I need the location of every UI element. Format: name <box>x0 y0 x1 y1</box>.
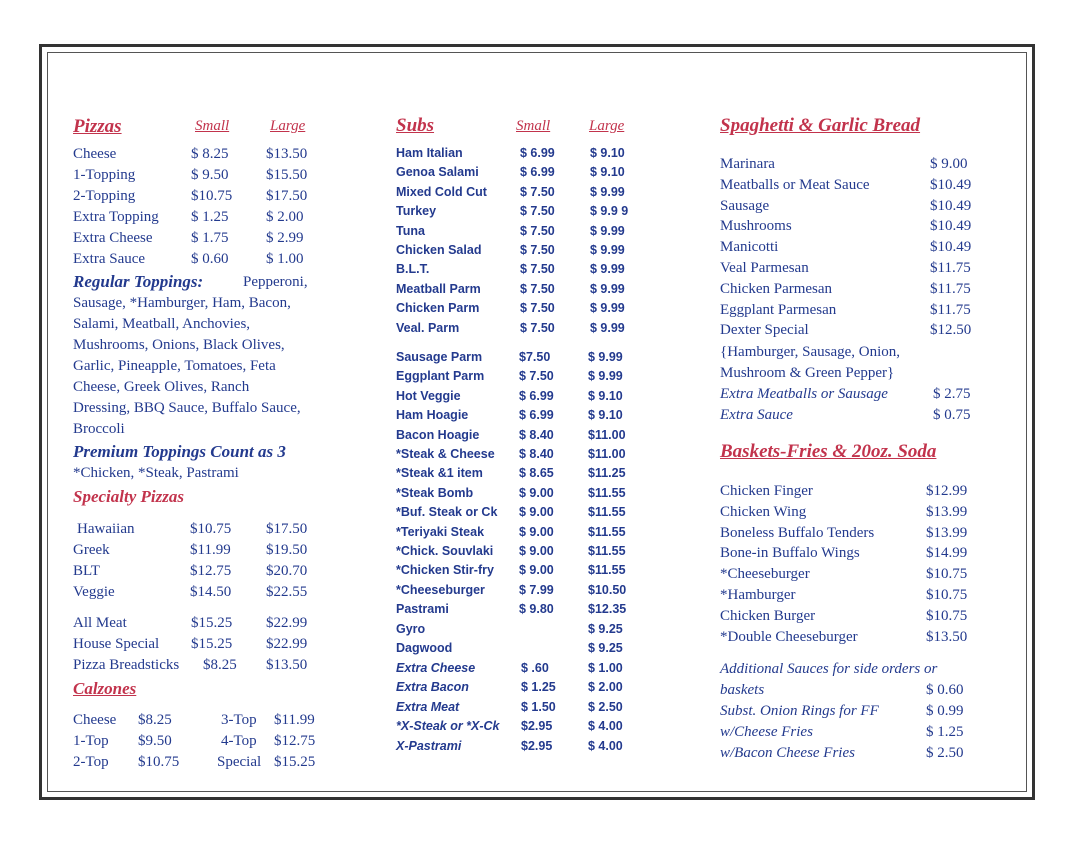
basket-extra-name: Subst. Onion Rings for FF <box>720 703 879 719</box>
sub-item-name: Sausage Parm <box>396 350 483 364</box>
sub-item-large-price: $11.55 <box>588 505 626 520</box>
specialty-item-name: BLT <box>73 563 100 579</box>
sub-extra-large-price: $ 4.00 <box>588 719 623 734</box>
topping-line: Salami, Meatball, Anchovies, <box>73 316 251 332</box>
sub-item-large-price: $ 9.10 <box>588 408 623 423</box>
spaghetti-title: Spaghetti & Garlic Bread <box>720 115 921 136</box>
spaghetti-item-price: $10.49 <box>930 197 972 214</box>
sub-item-large-price: $ 9.99 <box>590 262 625 277</box>
spaghetti-item-price: $11.75 <box>930 260 971 276</box>
pizza-item-name: Extra Cheese <box>73 230 153 246</box>
spaghetti-item-name: Sausage <box>720 197 770 214</box>
sub-item-name: Genoa Salami <box>396 165 479 180</box>
pizza-item-small-price: $ 0.60 <box>191 251 229 267</box>
sub-item-name: B.L.T. <box>396 262 430 277</box>
calzone-item-price: $11.99 <box>274 712 315 728</box>
dexter-special-desc-1: {Hamburger, Sausage, Onion, <box>720 344 901 360</box>
specialty-item-small-price: $15.25 <box>191 615 233 631</box>
specialty-item-small-price: $12.75 <box>190 563 232 579</box>
sub-item-small-price: $ 7.50 <box>519 369 554 384</box>
spaghetti-item-price: $10.49 <box>930 218 972 235</box>
pizza-item-small-price: $10.75 <box>191 188 233 204</box>
sub-item-small-price: $ 7.50 <box>520 262 555 277</box>
pizza-item-large-price: $ 1.00 <box>266 251 304 267</box>
sub-item-large-price: $11.25 <box>588 466 626 481</box>
pizzas-large-header: Large <box>270 118 306 134</box>
sub-item-small-price: $ 7.50 <box>520 184 555 199</box>
sub-item-name: Eggplant Parm <box>396 369 485 384</box>
pizza-item-name: 1-Topping <box>73 167 136 183</box>
basket-extra-name: w/Cheese Fries <box>720 724 813 740</box>
calzone-item-price: $12.75 <box>274 733 316 749</box>
sub-extra-name: Extra Bacon <box>396 680 469 695</box>
basket-item-price: $12.99 <box>926 483 968 499</box>
sub-item-large-price: $ 9.10 <box>588 388 623 403</box>
specialty-pizzas-title: Specialty Pizzas <box>73 487 184 506</box>
specialty-item-large-price: $17.50 <box>266 521 308 537</box>
basket-item-name: *Double Cheeseburger <box>720 628 858 645</box>
calzone-item-price: $9.50 <box>138 733 172 749</box>
sub-extra-large-price: $ 1.00 <box>588 661 623 675</box>
sub-item-name: *Steak Bomb <box>396 485 474 500</box>
sub-extra-small-price: $2.95 <box>521 719 553 734</box>
spaghetti-extra-name: Extra Sauce <box>720 407 793 423</box>
basket-item-price: $10.75 <box>926 587 968 603</box>
spaghetti-extra-price: $ 0.75 <box>933 407 971 423</box>
sub-item-large-price: $11.55 <box>588 544 626 558</box>
sub-extra-large-price: $ 4.00 <box>588 738 623 753</box>
sub-item-name: *Steak & Cheese <box>396 447 495 461</box>
sub-item-name: Ham Hoagie <box>396 408 469 423</box>
sub-item-small-price: $ 9.00 <box>519 524 554 539</box>
sub-item-large-price: $ 9.99 <box>590 243 625 257</box>
baskets-title: Baskets-Fries & 20oz. Soda <box>720 441 937 462</box>
pizza-item-large-price: $ 2.00 <box>266 209 304 225</box>
pizza-item-small-price: $ 1.75 <box>191 230 229 246</box>
sub-item-large-price: $12.35 <box>588 602 627 617</box>
sub-item-name: Chicken Parm <box>396 301 480 316</box>
topping-line: Dressing, BBQ Sauce, Buffalo Sauce, <box>73 400 301 416</box>
sub-item-small-price: $ 7.99 <box>519 582 554 597</box>
sub-item-small-price: $ 7.50 <box>520 301 555 316</box>
spaghetti-item-price: $11.75 <box>930 280 971 297</box>
calzone-item-name: Cheese <box>73 712 117 728</box>
sub-item-name: Ham Italian <box>396 146 463 160</box>
sub-item-name: *Steak &1 item <box>396 466 483 481</box>
sub-item-name: Pastrami <box>396 602 449 617</box>
specialty-item-name: Pizza Breadsticks <box>73 657 180 673</box>
specialty-item-large-price: $13.50 <box>266 657 308 673</box>
spaghetti-item-name: Mushrooms <box>720 218 792 235</box>
pizza-item-large-price: $13.50 <box>266 146 308 162</box>
calzone-item-name: 4-Top <box>221 733 257 749</box>
calzone-item-price: $15.25 <box>274 754 316 770</box>
sub-item-name: Turkey <box>396 204 437 219</box>
calzone-item-name: 1-Top <box>73 733 109 749</box>
basket-item-price: $13.50 <box>926 628 968 645</box>
specialty-item-small-price: $8.25 <box>203 657 237 673</box>
sub-item-small-price: $ 9.00 <box>519 505 554 520</box>
specialty-item-name: All Meat <box>73 615 127 631</box>
specialty-item-large-price: $20.70 <box>266 563 308 579</box>
sub-item-large-price: $ 9.10 <box>590 165 625 180</box>
sub-item-name: *Cheeseburger <box>396 582 485 597</box>
specialty-item-name: Hawaiian <box>77 521 135 537</box>
spaghetti-item-name: Chicken Parmesan <box>720 280 833 297</box>
sub-item-large-price: $10.50 <box>588 582 627 597</box>
sub-extra-name: X-Pastrami <box>396 738 462 753</box>
sub-item-small-price: $ 8.40 <box>519 447 554 461</box>
basket-item-price: $13.99 <box>926 524 968 541</box>
spaghetti-item-name: Eggplant Parmesan <box>720 301 837 318</box>
sub-item-small-price: $ 6.99 <box>520 146 555 160</box>
calzone-item-name: 2-Top <box>73 754 109 770</box>
additional-sauces-line-1: Additional Sauces for side orders or <box>720 661 938 677</box>
calzone-item-name: Special <box>217 754 262 770</box>
sub-extra-large-price: $ 2.00 <box>588 680 623 695</box>
pizza-item-large-price: $15.50 <box>266 167 308 183</box>
subs-large-header: Large <box>589 118 625 134</box>
subs-title: Subs <box>396 115 435 136</box>
calzone-item-price: $8.25 <box>138 712 172 728</box>
pizzas-title: Pizzas <box>73 116 122 137</box>
sub-item-name: Tuna <box>396 223 425 238</box>
calzones-title: Calzones <box>73 679 137 698</box>
pizzas-small-header: Small <box>195 118 230 134</box>
specialty-item-small-price: $14.50 <box>190 584 232 600</box>
basket-item-name: Chicken Finger <box>720 483 813 499</box>
sub-item-small-price: $ 6.99 <box>519 408 554 423</box>
spaghetti-item-name: Meatballs or Meat Sauce <box>720 176 870 193</box>
specialty-item-large-price: $22.55 <box>266 584 308 600</box>
premium-toppings-label: Premium Toppings Count as 3 <box>73 442 286 461</box>
basket-item-name: *Hamburger <box>720 587 796 603</box>
pizza-item-name: Cheese <box>73 146 117 162</box>
spaghetti-item-name: Veal Parmesan <box>720 260 809 276</box>
basket-item-price: $10.75 <box>926 566 968 583</box>
sub-item-small-price: $ 6.99 <box>520 165 555 180</box>
sub-item-small-price: $ 9.80 <box>519 602 554 617</box>
basket-item-name: *Cheeseburger <box>720 566 810 583</box>
basket-item-name: Boneless Buffalo Tenders <box>720 524 875 541</box>
dexter-special-desc-2: Mushroom & Green Pepper} <box>720 365 895 381</box>
specialty-item-small-price: $15.25 <box>191 636 233 652</box>
sub-item-large-price: $11.55 <box>588 563 626 578</box>
pizza-item-small-price: $ 1.25 <box>191 209 229 225</box>
sub-item-small-price: $7.50 <box>519 350 551 364</box>
calzone-item-price: $10.75 <box>138 754 180 770</box>
specialty-item-name: Veggie <box>73 584 115 600</box>
subs-small-header: Small <box>516 118 551 134</box>
sub-extra-name: *X-Steak or *X-Ck <box>396 719 500 734</box>
pizza-item-large-price: $ 2.99 <box>266 230 304 246</box>
sub-extra-large-price: $ 2.50 <box>588 699 623 714</box>
sub-extra-small-price: $ 1.50 <box>521 699 556 714</box>
sub-extra-small-price: $ .60 <box>521 661 549 675</box>
sub-item-small-price: $ 7.50 <box>520 204 555 219</box>
sub-item-small-price: $ 7.50 <box>520 320 555 335</box>
sub-item-name: Dagwood <box>396 641 453 655</box>
premium-toppings-items: *Chicken, *Steak, Pastrami <box>73 465 239 481</box>
basket-item-name: Chicken Burger <box>720 607 816 624</box>
sub-item-large-price: $11.55 <box>588 524 626 539</box>
spaghetti-item-price: $10.49 <box>930 176 972 193</box>
sub-item-large-price: $ 9.99 <box>590 301 625 316</box>
sub-extra-name: Extra Cheese <box>396 661 476 675</box>
topping-line: Sausage, *Hamburger, Ham, Bacon, <box>73 295 291 311</box>
basket-item-name: Chicken Wing <box>720 503 807 520</box>
sub-item-small-price: $ 7.50 <box>520 223 555 238</box>
specialty-item-name: House Special <box>73 636 160 652</box>
sub-item-name: Hot Veggie <box>396 388 461 403</box>
specialty-item-small-price: $10.75 <box>190 521 232 537</box>
topping-line: Broccoli <box>73 421 125 437</box>
pizza-item-small-price: $ 9.50 <box>191 167 229 183</box>
sub-item-small-price: $ 7.50 <box>520 281 555 296</box>
specialty-item-small-price: $11.99 <box>190 542 231 558</box>
spaghetti-item-price: $10.49 <box>930 239 972 256</box>
basket-item-price: $14.99 <box>926 545 968 562</box>
sub-item-name: *Chicken Stir-fry <box>396 563 494 578</box>
spaghetti-item-price: $ 9.00 <box>930 156 968 172</box>
sub-item-small-price: $ 9.00 <box>519 544 554 558</box>
sub-item-large-price: $ 9.99 <box>590 223 625 238</box>
sub-item-name: Veal. Parm <box>396 320 460 335</box>
spaghetti-item-price: $11.75 <box>930 301 971 318</box>
sub-extra-small-price: $2.95 <box>521 738 553 753</box>
spaghetti-item-price: $12.50 <box>930 322 972 339</box>
sub-item-name: *Teriyaki Steak <box>396 524 485 539</box>
pizza-item-name: Extra Topping <box>73 209 159 225</box>
topping-line: Cheese, Greek Olives, Ranch <box>73 379 250 395</box>
pizza-item-name: Extra Sauce <box>73 251 146 267</box>
sub-item-small-price: $ 7.50 <box>520 243 555 257</box>
regular-toppings-label: Regular Toppings: <box>73 272 204 291</box>
regular-toppings-first: Pepperoni, <box>243 274 308 290</box>
sub-item-small-price: $ 9.00 <box>519 563 554 578</box>
sub-item-large-price: $11.00 <box>588 427 626 442</box>
additional-sauces-price: $ 0.60 <box>926 682 964 698</box>
sub-item-small-price: $ 9.00 <box>519 485 554 500</box>
sub-item-name: Mixed Cold Cut <box>396 184 487 199</box>
calzone-item-name: 3-Top <box>221 712 257 728</box>
specialty-item-name: Greek <box>73 542 110 558</box>
sub-item-large-price: $11.00 <box>588 447 626 461</box>
sub-item-large-price: $ 9.99 <box>590 281 625 296</box>
pizza-item-small-price: $ 8.25 <box>191 146 229 162</box>
sub-item-name: Chicken Salad <box>396 243 482 257</box>
pizza-item-name: 2-Topping <box>73 188 136 204</box>
sub-item-large-price: $ 9.99 <box>590 184 625 199</box>
sub-item-name: Meatball Parm <box>396 281 481 296</box>
sub-item-large-price: $ 9.99 <box>590 320 625 335</box>
pizza-item-large-price: $17.50 <box>266 188 308 204</box>
sub-item-large-price: $ 9.25 <box>588 621 623 636</box>
sub-item-large-price: $ 9.25 <box>588 641 623 655</box>
spaghetti-extra-name: Extra Meatballs or Sausage <box>720 386 888 402</box>
sub-item-small-price: $ 6.99 <box>519 388 554 403</box>
basket-item-price: $10.75 <box>926 607 968 624</box>
spaghetti-item-name: Manicotti <box>720 239 779 256</box>
additional-sauces-line-2: baskets <box>720 682 765 698</box>
sub-extra-small-price: $ 1.25 <box>521 680 556 695</box>
sub-item-large-price: $11.55 <box>588 485 626 500</box>
basket-extra-name: w/Bacon Cheese Fries <box>720 745 855 761</box>
basket-item-name: Bone-in Buffalo Wings <box>720 545 860 562</box>
sub-item-small-price: $ 8.40 <box>519 427 554 442</box>
basket-extra-price: $ 2.50 <box>926 745 964 761</box>
sub-item-name: *Chick. Souvlaki <box>396 544 494 558</box>
sub-item-large-price: $ 9.99 <box>588 350 623 364</box>
spaghetti-item-name: Dexter Special <box>720 322 809 339</box>
specialty-item-large-price: $22.99 <box>266 615 308 631</box>
sub-item-large-price: $ 9.99 <box>588 369 623 384</box>
sub-extra-name: Extra Meat <box>396 699 460 714</box>
sub-item-name: *Buf. Steak or Ck <box>396 505 498 520</box>
spaghetti-extra-price: $ 2.75 <box>933 386 971 402</box>
specialty-item-large-price: $22.99 <box>266 636 308 652</box>
sub-item-large-price: $ 9.10 <box>590 146 625 160</box>
basket-extra-price: $ 1.25 <box>926 724 964 740</box>
basket-item-price: $13.99 <box>926 503 968 520</box>
topping-line: Mushrooms, Onions, Black Olives, <box>73 337 285 353</box>
sub-item-name: Gyro <box>396 621 426 636</box>
sub-item-small-price: $ 8.65 <box>519 466 554 481</box>
specialty-item-large-price: $19.50 <box>266 542 308 558</box>
sub-item-name: Bacon Hoagie <box>396 427 480 442</box>
spaghetti-item-name: Marinara <box>720 156 775 172</box>
sub-item-large-price: $ 9.9 9 <box>590 204 629 219</box>
basket-extra-price: $ 0.99 <box>926 703 964 719</box>
topping-line: Garlic, Pineapple, Tomatoes, Feta <box>73 358 276 374</box>
